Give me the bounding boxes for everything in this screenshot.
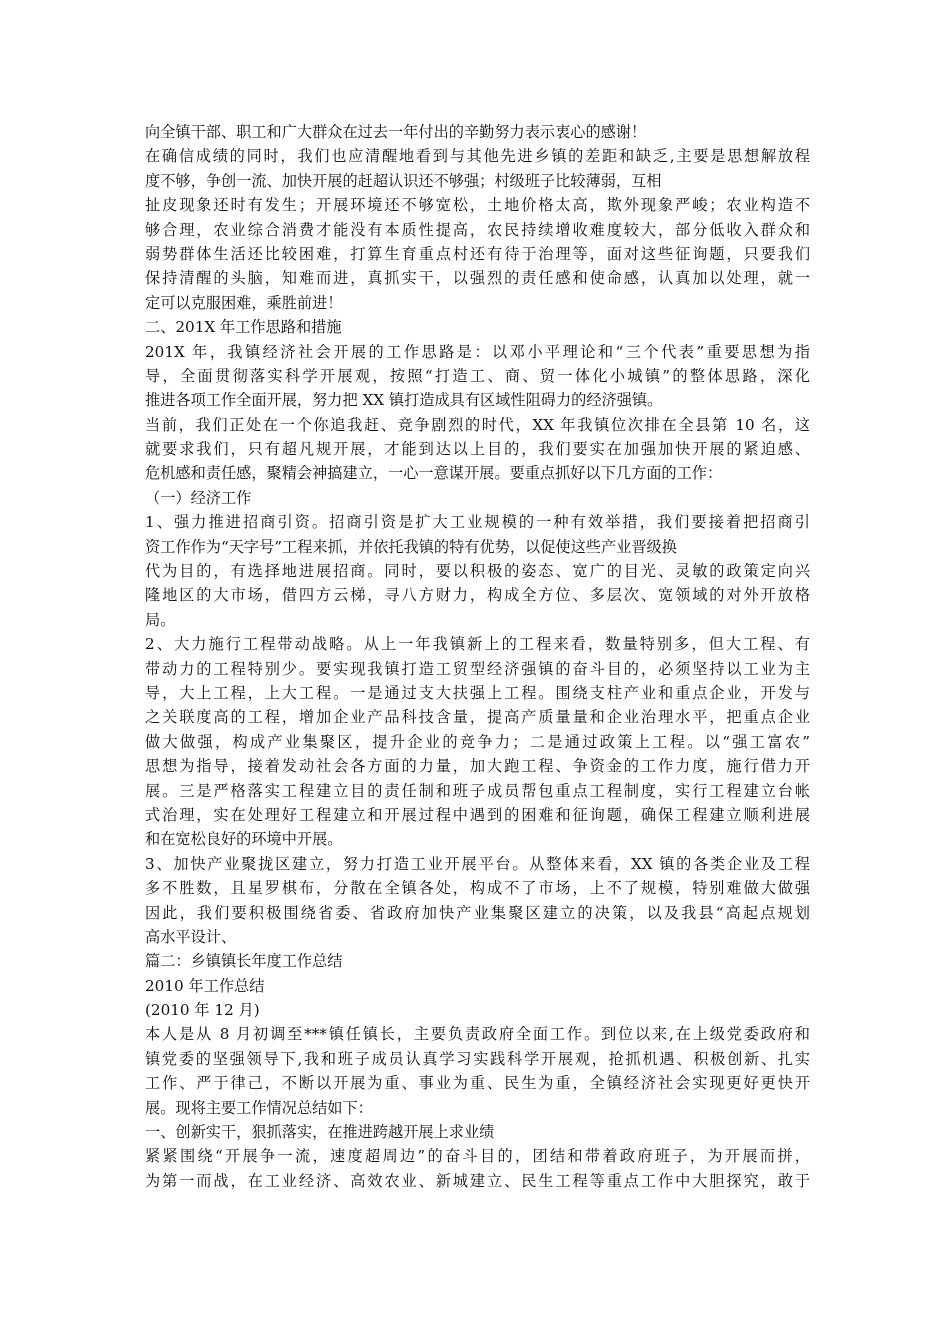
text-line: 因此，我们要积极围绕省委、省政府加快产业集聚区建立的决策，以及我县“高起点规划	[145, 903, 810, 922]
text-line: 思想为指导，接着发动社会各方面的力量，加大跑工程、争资金的工作力度，施行借力开	[145, 757, 810, 776]
text-line: 式治理，实在处理好工程建立和开展过程中遇到的困难和征询题，确保工程建立顺利进展	[145, 805, 810, 824]
text-line: 201X 年，我镇经济社会开展的工作思路是：以邓小平理论和“三个代表”重要思想为指	[145, 342, 810, 361]
text-line: 在确信成绩的同时，我们也应清醒地看到与其他先进乡镇的差距和缺乏,主要是思想解放程	[145, 147, 810, 166]
text-line: （一）经济工作	[145, 488, 252, 507]
text-line: 和在宽松良好的环境中开展。	[145, 830, 343, 849]
text-line: 二、201X 年工作思路和措施	[145, 318, 342, 337]
text-line: 局。	[145, 610, 176, 629]
text-line: 之关联度高的工程，增加企业产品科技含量，提高产质量量和企业治理水平，把重点企业	[145, 708, 810, 727]
text-line: 高水平设计、	[145, 927, 237, 946]
text-line: 做大做强，构成产业集聚区，提升企业的竞争力；二是通过政策上工程。以“强工富农”	[145, 732, 810, 751]
text-line: 定可以克服困难，乘胜前进！	[145, 293, 343, 312]
text-line: 就要求我们，只有超凡规开展，才能到达以上目的，我们要实在加强加快开展的紧迫感、	[145, 440, 810, 459]
text-line: 篇二：乡镇镇长年度工作总结	[145, 952, 343, 971]
text-line: 导，大上工程，上大工程。一是通过支大扶强上工程。围绕支柱产业和重点企业，开发与	[145, 683, 810, 702]
text-line: 1、强力推进招商引资。招商引资是扩大工业规模的一种有效举措，我们要接着把招商引	[145, 513, 810, 532]
text-line: 保持清醒的头脑，知难而进，真抓实干，以强烈的责任感和使命感，认真加以处理，就一	[145, 269, 810, 288]
text-line: 够合理，农业综合消费才能没有本质性提高，农民持续增收难度较大，部分低收入群众和	[145, 220, 810, 239]
text-line: 2010 年工作总结	[145, 976, 265, 995]
text-line: 推进各项工作全面开展，努力把 XX 镇打造成具有区域性阻碍力的经济强镇。	[145, 391, 663, 410]
text-line: 镇党委的坚强领导下,我和班子成员认真学习实践科学开展观，抢抓机遇、积极创新、扎实	[145, 1049, 810, 1068]
text-line: 导，全面贯彻落实科学开展观，按照“打造工、商、贸一体化小城镇”的整体思路，深化	[145, 366, 810, 385]
document-page	[145, 120, 810, 1193]
text-line: 隆地区的大市场，借四方云梯，寻八方财力，构成全方位、多层次、宽领域的对外开放格	[145, 586, 810, 605]
text-line: 度不够，争创一流、加快开展的赶超认识还不够强；村级班子比较薄弱，互相	[145, 171, 662, 190]
text-line: 为第一而战，在工业经济、高效农业、新城建立、民生工程等重点工作中大胆探究，敢于	[145, 1171, 810, 1190]
text-line: 代为目的，有选择地进展招商。同时，要以积极的姿态、宽广的目光、灵敏的政策定向兴	[145, 562, 810, 581]
text-line: 2、大力施行工程带动战略。从上一年我镇新上的工程来看，数量特别多，但大工程、有	[145, 635, 810, 654]
text-line: 展。现将主要工作情况总结如下：	[145, 1098, 373, 1117]
text-line: 本人是从 8 月初调至***镇任镇长，主要负责政府全面工作。到位以来,在上级党委政府和	[145, 1025, 810, 1044]
text-line: 扯皮现象还时有发生；开展环境还不够宽松，土地价格太高，欺外现象严峻；农业构造不	[145, 196, 810, 215]
text-line: 工作、严于律己，不断以开展为重、事业为重、民生为重，全镇经济社会实现更好更快开	[145, 1074, 810, 1093]
text-line: 向全镇干部、职工和广大群众在过去一年付出的辛勤努力表示衷心的感谢！	[145, 123, 647, 141]
text-line: 一、创新实干，狠抓落实，在推进跨越开展上求业绩	[145, 1123, 495, 1142]
text-line: 带动力的工程特别少。要实现我镇打造工贸型经济强镇的奋斗目的，必须坚持以工业为主	[145, 659, 810, 678]
text-line: 多不胜数，且星罗棋布，分散在全镇各处，构成不了市场，上不了规模，特别难做大做强	[145, 879, 810, 898]
text-line: 资工作作为“天字号”工程来抓，并依托我镇的特有优势，以促使这些产业晋级换	[145, 537, 677, 556]
text-line: 当前，我们正处在一个你追我赶、竞争剧烈的时代，XX 年我镇位次排在全县第 10 名，这	[145, 415, 810, 434]
text-line: 3、加快产业聚拢区建立，努力打造工业开展平台。从整体来看，XX 镇的各类企业及工程	[145, 854, 810, 873]
text-line: 展。三是严格落实工程建立目的责任制和班子成员帮包重点工程制度，实行工程建立台帐	[145, 781, 810, 800]
text-line: 危机感和责任感，聚精会神搞建立，一心一意谋开展。要重点抓好以下几方面的工作：	[145, 464, 723, 483]
text-line: 弱势群体生活还比较困难，打算生育重点村还有待于治理等，面对这些征询题，只要我们	[145, 244, 810, 263]
text-line: (2010 年 12 月)	[145, 1001, 260, 1020]
text-line: 紧紧围绕“开展争一流，速度超周边”的奋斗目的，团结和带着政府班子，为开展而拼，	[145, 1147, 810, 1166]
